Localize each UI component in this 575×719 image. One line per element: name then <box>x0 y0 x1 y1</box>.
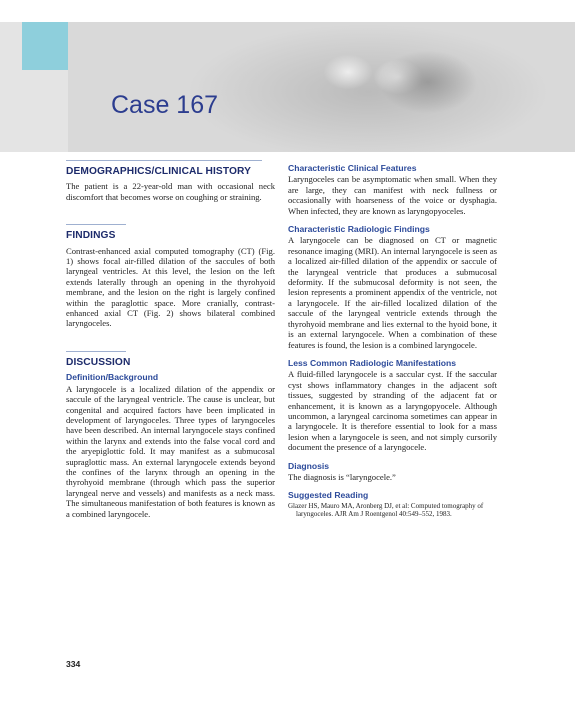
radiologic-findings-text: A laryngocele can be diagnosed on CT or magnetic resonance imaging (MRI). An internal laryngocele is seen as a localized air-filled dilation of the appendix or saccule of the laryngeal ventricle that produces a submucosal deformity. If the submucosal deformity is not seen, the lesion represents a prominent appendix of the ventricle, not a laryngocele. If the air-filled localized dilation of the saccule of the laryngeal ventricle extends through the thyrohyoid membrane and lies external to the hyoid bone, it is an external laryngocele. When a combination of these features is found, the lesion is a combined laryngocele. <box>288 235 497 350</box>
demographics-heading: DEMOGRAPHICS/CLINICAL HISTORY <box>66 166 251 177</box>
clinical-features-heading: Characteristic Clinical Features <box>288 163 417 173</box>
less-common-heading: Less Common Radiologic Manifestations <box>288 357 457 368</box>
discussion-text: A laryngocele is a localized dilation of the appendix or saccule of the laryngeal ventricle. The cause is unclear, but congenital and acquired factors have been implicated in development of laryngoceles. Three types of laryngoceles have been described. An internal laryngocele stays confined within the larynx and extends into the false vocal cord and the aryepiglottic fold. It may manifest as a submucosal supraglottic mass. An external laryngocele extends beyond the confines of the larynx through an opening in the thyrohyoid membrane (through which pass the superior laryngeal nerve and vessels) and manifests as a neck mass. The simultaneous manifestation of both features is known as a combined laryngocele. <box>66 383 275 519</box>
section-rule <box>66 224 126 225</box>
color-tab <box>22 22 68 70</box>
ct-scan-image <box>68 22 575 152</box>
page-number: 334 <box>66 659 81 669</box>
reference-text: Glazer HS, Mauro MA, Aronberg DJ, et al: Computed tomography of laryngoceles. AJR Am J Roentgenol 40:549–552, 1983. <box>288 501 484 519</box>
less-common-text: A fluid-filled laryngocele is a saccular cyst. If the saccular cyst shows inflammatory changes in the adjacent soft tissues, suggested by stranding of the adjacent fat or enhancement, it is known as a laryngopyocele. Although uncommon, a laryngeal carcinoma sometimes can appear in a laryngocele. It is therefore essential to look for a mass lesion when a laryngocele is seen, and not simply cursorily document the presence of a laryngocele. <box>288 369 497 453</box>
findings-heading: FINDINGS <box>66 230 116 242</box>
diagnosis-heading: Diagnosis <box>288 460 330 471</box>
right-column <box>288 163 497 519</box>
discussion-heading: DISCUSSION <box>66 356 131 368</box>
header-ct-image <box>0 22 575 152</box>
case-title: Case 167 <box>111 91 219 119</box>
section-rule <box>66 351 126 352</box>
definition-subheading: Definition/Background <box>66 372 159 383</box>
diagnosis-text: The diagnosis is “laryngocele.” <box>288 471 396 482</box>
demographics-text: The patient is a 22-year-old man with occasional neck discomfort that becomes worse on coughing or straining. <box>66 181 275 202</box>
findings-text: Contrast-enhanced axial computed tomography (CT) (Fig. 1) shows focal air-filled dilation of the saccules of both laryngeal ventricles. At this level, the lesion on the left extends laterally through an opening in the thyrohyoid membrane, and the lesion on the right is largely confined within the paraglottic space. More cranially, contrast-enhanced axial CT (Fig. 2) shows bilateral combined laryngoceles. <box>66 245 275 329</box>
radiologic-findings-heading: Characteristic Radiologic Findings <box>288 224 430 235</box>
left-column <box>66 160 275 519</box>
suggested-reading-heading: Suggested Reading <box>288 490 369 501</box>
clinical-features-text: Laryngoceles can be asymptomatic when small. When they are large, they can manifest with neck fullness or occasionally with hoarseness of the voice or dysphagia. When infected, they are known as laryngopyoceles. <box>288 174 497 216</box>
section-rule <box>66 160 262 161</box>
